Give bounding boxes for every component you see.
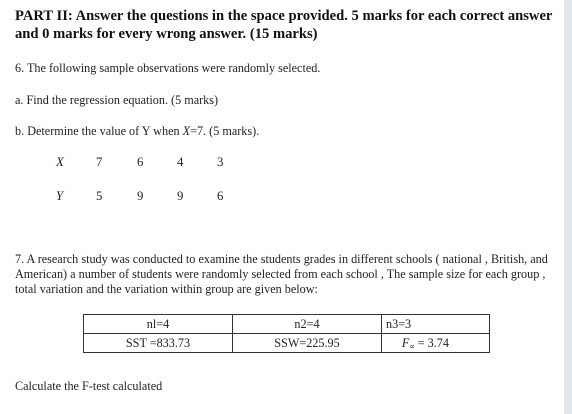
question-6b-prefix: b. Determine the value of Y when (15, 124, 183, 138)
f-subscript: ∝ (409, 341, 415, 351)
y-values-row (0, 189, 260, 205)
table-cell-n1: nl=4 (84, 315, 233, 334)
question-7-paragraph: 7. A research study was conducted to examine the students grades in different schools ( national , British, and American) a number of students were randomly selected from each school , The sample size for each group , total variation and the variation within group are given below: (15, 252, 548, 296)
anova-table (83, 314, 490, 353)
question-7-instruction: Calculate the F-test calculated (15, 379, 163, 393)
x-label: X (56, 155, 64, 169)
x-value: 6 (137, 155, 144, 169)
f-value: = 3.74 (414, 335, 449, 350)
y-value: 9 (137, 189, 144, 203)
table-cell-sst: SST =833.73 (84, 334, 233, 353)
question-6a: a. Find the regression equation. (5 marks) (15, 93, 219, 107)
y-label: Y (56, 189, 64, 203)
x-value: 7 (96, 155, 103, 169)
f-symbol: F (401, 335, 410, 350)
table-cell-ssw: SSW=225.95 (233, 334, 382, 353)
x-value: 3 (217, 155, 224, 169)
y-value: 6 (217, 189, 224, 203)
table-row (84, 315, 490, 334)
x-value: 4 (177, 155, 184, 169)
table-cell-n3: n3=3 (382, 315, 490, 334)
y-value: 9 (177, 189, 184, 203)
x-values-row (0, 155, 260, 171)
question-6-intro: 6. The following sample observations were randomly selected. (15, 61, 321, 75)
table-cell-f-value (382, 334, 490, 353)
question-6b-variable: X (182, 124, 191, 138)
y-value: 5 (96, 189, 103, 203)
part-two-header: PART II: Answer the questions in the space provided. 5 marks for each correct answer and 0 marks for every wrong answer. (15 marks) (15, 8, 553, 42)
question-6b (15, 124, 259, 139)
table-cell-n2: n2=4 (233, 315, 382, 334)
question-6b-suffix: =7. (5 marks). (190, 124, 260, 138)
table-row (84, 334, 490, 353)
